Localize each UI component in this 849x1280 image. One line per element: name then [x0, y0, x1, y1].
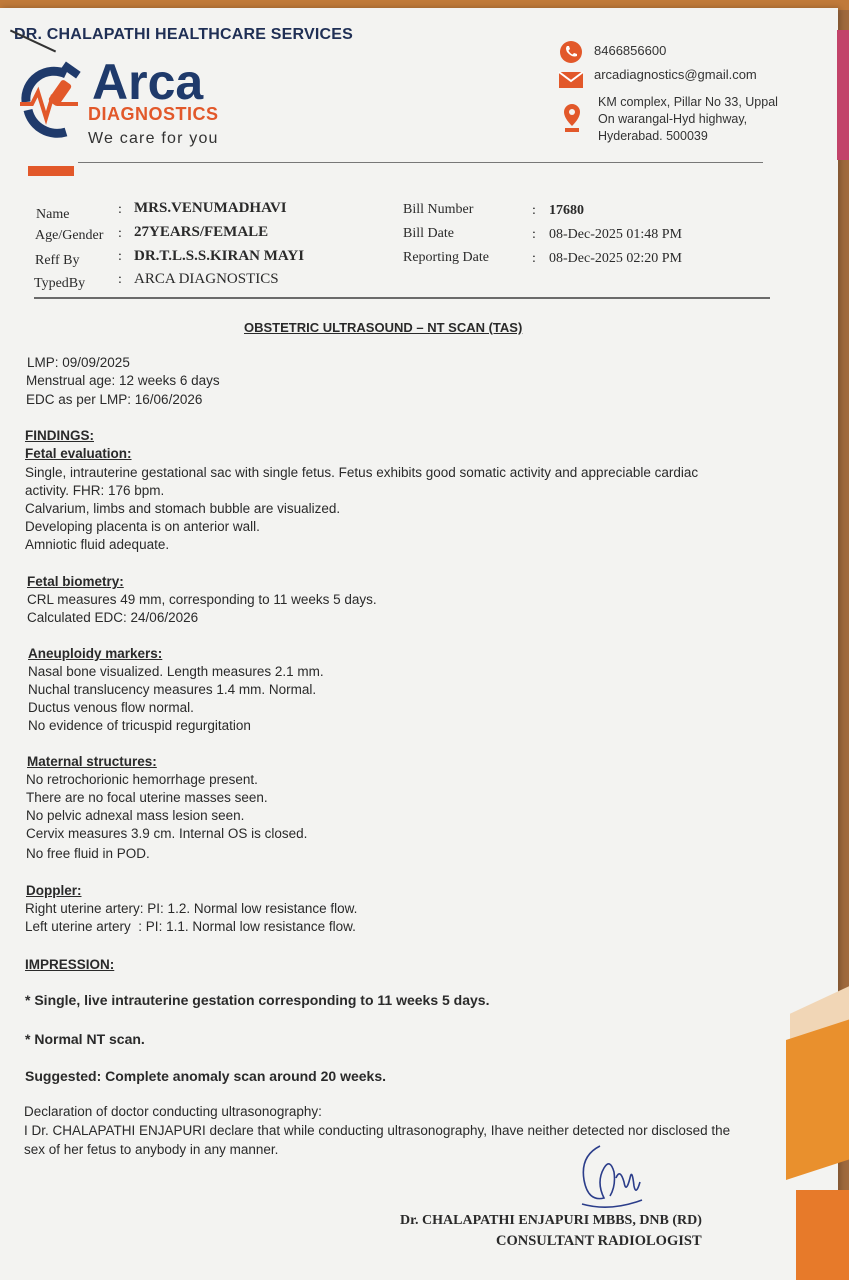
- header-accent-bar: [28, 166, 74, 176]
- doctor-designation: CONSULTANT RADIOLOGIST: [496, 1233, 702, 1249]
- reff-label: Reff By: [35, 253, 80, 268]
- address-line: Hyderabad. 500039: [598, 129, 708, 143]
- fetal-biometry-line: CRL measures 49 mm, corresponding to 11 weeks 5 days.: [27, 592, 377, 607]
- corner-decoration: [786, 1020, 849, 1180]
- maternal-heading: Maternal structures:: [27, 754, 157, 769]
- hospital-name: DR. CHALAPATHI HEALTHCARE SERVICES: [14, 26, 353, 43]
- address-line: KM complex, Pillar No 33, Uppal: [598, 95, 778, 109]
- declaration-line: I Dr. CHALAPATHI ENJAPURI declare that while conducting ultrasonography, Ihave neither detected nor disclosed the: [24, 1123, 731, 1138]
- doppler-line: Right uterine artery: PI: 1.2. Normal low resistance flow.: [25, 901, 358, 916]
- age-label: Age/Gender: [35, 228, 104, 243]
- phone-number: 8466856600: [594, 43, 667, 58]
- colon: :: [532, 227, 536, 242]
- bill-date: 08-Dec-2025 01:48 PM: [549, 227, 682, 242]
- maternal-line: There are no focal uterine masses seen.: [26, 790, 268, 805]
- colon: :: [532, 203, 536, 218]
- reporting-date-label: Reporting Date: [403, 250, 489, 265]
- maternal-line: No retrochorionic hemorrhage present.: [26, 772, 258, 787]
- impression-line: * Single, live intrauterine gestation corresponding to 11 weeks 5 days.: [25, 992, 490, 1008]
- fetal-biometry-heading: Fetal biometry:: [27, 574, 124, 589]
- colon: :: [118, 272, 122, 287]
- impression-heading: IMPRESSION:: [25, 957, 115, 972]
- reporting-date: 08-Dec-2025 02:20 PM: [549, 251, 682, 266]
- logo-wordmark: Arca: [92, 54, 204, 110]
- edc-line: EDC as per LMP: 16/06/2026: [26, 392, 203, 407]
- aneuploidy-line: No evidence of tricuspid regurgitation: [28, 718, 251, 733]
- colon: :: [532, 251, 536, 266]
- impression-line: * Normal NT scan.: [25, 1031, 145, 1047]
- fetal-evaluation-line: Calvarium, limbs and stomach bubble are visualized.: [25, 501, 341, 516]
- aneuploidy-line: Nuchal translucency measures 1.4 mm. Normal.: [28, 682, 317, 697]
- doppler-line: Left uterine artery : PI: 1.1. Normal low resistance flow.: [25, 919, 356, 934]
- email-icon: [558, 70, 584, 90]
- email-address: arcadiagnostics@gmail.com: [594, 67, 757, 82]
- declaration-line: sex of her fetus to anybody in any manner.: [24, 1142, 279, 1157]
- referring-doctor: DR.T.L.S.S.KIRAN MAYI: [134, 248, 305, 264]
- patient-age-gender: 27YEARS/FEMALE: [134, 224, 269, 240]
- declaration-line: Declaration of doctor conducting ultrasonography:: [24, 1104, 322, 1119]
- doctor-name: Dr. CHALAPATHI ENJAPURI MBBS, DNB (RD): [400, 1213, 702, 1228]
- findings-heading: FINDINGS:: [25, 428, 94, 443]
- maternal-line: No pelvic adnexal mass lesion seen.: [26, 808, 245, 823]
- maternal-line: Cervix measures 3.9 cm. Internal OS is closed.: [26, 826, 308, 841]
- fetal-evaluation-heading: Fetal evaluation:: [25, 446, 132, 461]
- typedby-label: TypedBy: [34, 276, 86, 291]
- doppler-heading: Doppler:: [26, 883, 82, 898]
- maternal-line: No free fluid in POD.: [26, 846, 150, 861]
- address-line: On warangal-Hyd highway,: [598, 112, 748, 126]
- fetal-evaluation-line: Developing placenta is on anterior wall.: [25, 519, 260, 534]
- logo-subtitle: DIAGNOSTICS: [88, 104, 219, 124]
- bill-number-label: Bill Number: [403, 202, 474, 217]
- logo-tagline: We care for you: [88, 130, 219, 147]
- location-pin-icon: [561, 102, 583, 134]
- bill-date-label: Bill Date: [403, 226, 454, 241]
- fetal-evaluation-line: activity. FHR: 176 bpm.: [25, 483, 165, 498]
- colon: :: [118, 226, 122, 241]
- aneuploidy-line: Ductus venous flow normal.: [28, 700, 194, 715]
- report-page: [0, 8, 838, 1280]
- doctor-signature: [570, 1138, 650, 1214]
- typed-by: ARCA DIAGNOSTICS: [134, 271, 279, 287]
- fetal-evaluation-line: Single, intrauterine gestational sac with single fetus. Fetus exhibits good somatic activity and appreciable cardiac: [25, 465, 699, 480]
- lmp-line: LMP: 09/09/2025: [27, 355, 130, 370]
- aneuploidy-heading: Aneuploidy markers:: [28, 646, 163, 661]
- phone-icon: [559, 40, 583, 64]
- bill-number: 17680: [549, 203, 584, 218]
- patient-divider: [34, 297, 770, 299]
- header-divider: [78, 162, 763, 163]
- logo-icon: [18, 58, 90, 138]
- colon: :: [118, 202, 122, 217]
- corner-decoration: [796, 1190, 849, 1280]
- page-edge-decoration: [837, 30, 849, 160]
- name-label: Name: [36, 207, 70, 222]
- report-title: OBSTETRIC ULTRASOUND – NT SCAN (TAS): [244, 320, 523, 335]
- fetal-biometry-line: Calculated EDC: 24/06/2026: [27, 610, 199, 625]
- patient-name: MRS.VENUMADHAVI: [134, 200, 287, 216]
- suggestion-line: Suggested: Complete anomaly scan around 20 weeks.: [25, 1068, 386, 1084]
- aneuploidy-line: Nasal bone visualized. Length measures 2.1 mm.: [28, 664, 324, 679]
- fetal-evaluation-line: Amniotic fluid adequate.: [25, 537, 170, 552]
- menstrual-age-line: Menstrual age: 12 weeks 6 days: [26, 373, 220, 388]
- colon: :: [118, 249, 122, 264]
